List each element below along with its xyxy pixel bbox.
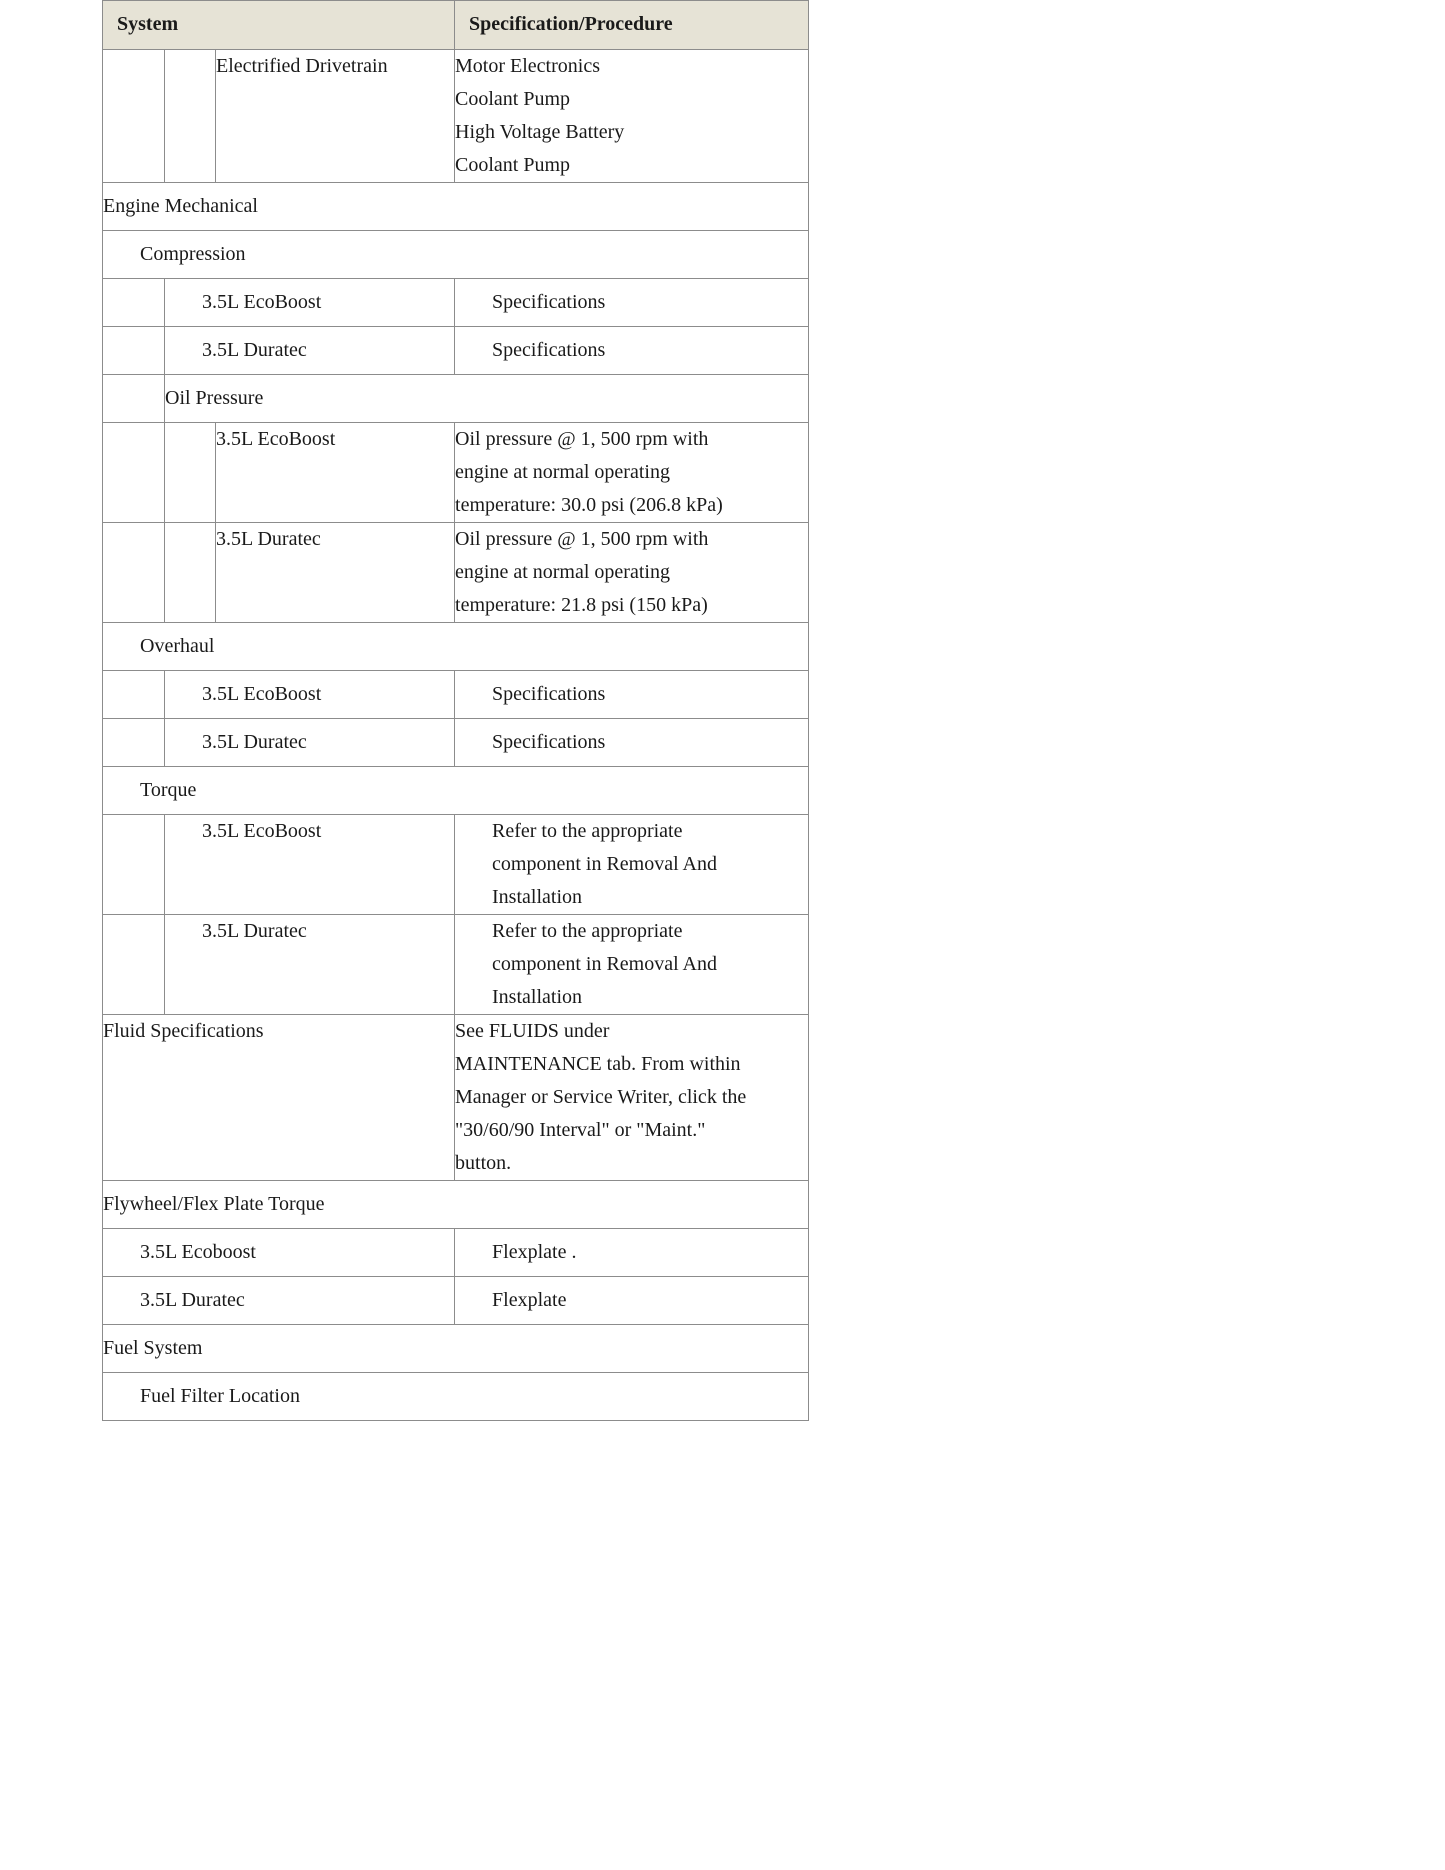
section-fuel-system: Fuel System <box>103 1325 809 1373</box>
table-header-row <box>103 1 809 50</box>
section-row <box>103 183 809 231</box>
system-cell: 3.5L Duratec <box>165 719 455 767</box>
table-row <box>103 523 809 623</box>
indent-cell <box>103 279 165 327</box>
system-cell: 3.5L EcoBoost <box>165 279 455 327</box>
spec-line: Oil pressure @ 1, 500 rpm with <box>455 528 709 550</box>
spec-line: temperature: 30.0 psi (206.8 kPa) <box>455 494 723 516</box>
subsection-oil-pressure: Oil Pressure <box>165 375 809 423</box>
table-row <box>103 279 809 327</box>
spec-line: Oil pressure @ 1, 500 rpm with <box>455 428 709 450</box>
spec-line: button. <box>455 1152 512 1174</box>
system-cell: Electrified Drivetrain <box>216 50 455 183</box>
spec-cell <box>455 915 809 1015</box>
table-row <box>103 1229 809 1277</box>
spec-line: Coolant Pump <box>455 154 571 176</box>
spec-line: Refer to the appropriate <box>492 820 683 842</box>
table-row <box>103 1277 809 1325</box>
indent-cell <box>165 423 216 523</box>
indent-cell <box>103 719 165 767</box>
system-cell: 3.5L Duratec <box>216 523 455 623</box>
spec-line: engine at normal operating <box>455 561 670 583</box>
subsection-compression: Compression <box>103 231 809 279</box>
subsection-row <box>103 1373 809 1421</box>
system-cell: 3.5L EcoBoost <box>165 815 455 915</box>
table-row <box>103 915 809 1015</box>
table-row <box>103 423 809 523</box>
table-row <box>103 719 809 767</box>
subsection-row <box>103 767 809 815</box>
indent-cell <box>103 523 165 623</box>
indent-cell <box>165 50 216 183</box>
section-engine-mechanical: Engine Mechanical <box>103 183 809 231</box>
header-spec: Specification/Procedure <box>455 1 809 50</box>
header-system: System <box>103 1 455 50</box>
spec-line: Installation <box>492 986 582 1008</box>
spec-line: component in Removal And <box>492 853 717 875</box>
spec-line: "30/60/90 Interval" or "Maint." <box>455 1119 706 1141</box>
spec-cell: Specifications <box>455 719 809 767</box>
subsection-row <box>103 375 809 423</box>
spec-line: Manager or Service Writer, click the <box>455 1086 747 1108</box>
indent-cell <box>103 50 165 183</box>
system-cell: Fluid Specifications <box>103 1015 455 1181</box>
indent-cell <box>103 671 165 719</box>
section-row <box>103 1325 809 1373</box>
table-row <box>103 1015 809 1181</box>
spec-cell <box>455 523 809 623</box>
subsection-overhaul: Overhaul <box>103 623 809 671</box>
system-cell: 3.5L Duratec <box>103 1277 455 1325</box>
spec-line: See FLUIDS under <box>455 1020 610 1042</box>
system-cell: 3.5L Duratec <box>165 915 455 1015</box>
table-row <box>103 50 809 183</box>
spec-cell <box>455 423 809 523</box>
table-row <box>103 815 809 915</box>
spec-line: engine at normal operating <box>455 461 670 483</box>
indent-cell <box>103 815 165 915</box>
spec-cell <box>455 815 809 915</box>
spec-cell: Flexplate . <box>455 1229 809 1277</box>
section-row <box>103 1181 809 1229</box>
system-cell: 3.5L Ecoboost <box>103 1229 455 1277</box>
subsection-row <box>103 231 809 279</box>
indent-cell <box>165 523 216 623</box>
spec-cell <box>455 50 809 183</box>
spec-line: High Voltage Battery <box>455 121 625 143</box>
spec-line: Coolant Pump <box>455 88 571 110</box>
spec-line: Refer to the appropriate <box>492 920 683 942</box>
system-cell: 3.5L Duratec <box>165 327 455 375</box>
spec-cell <box>455 1015 809 1181</box>
spec-line: component in Removal And <box>492 953 717 975</box>
spec-line: temperature: 21.8 psi (150 kPa) <box>455 594 708 616</box>
indent-cell <box>103 423 165 523</box>
section-flywheel: Flywheel/Flex Plate Torque <box>103 1181 809 1229</box>
subsection-torque: Torque <box>103 767 809 815</box>
spec-line: MAINTENANCE tab. From within <box>455 1053 741 1075</box>
subsection-fuel-filter: Fuel Filter Location <box>103 1373 809 1421</box>
spec-cell: Specifications <box>455 671 809 719</box>
table-row <box>103 327 809 375</box>
indent-cell <box>103 327 165 375</box>
spec-line: Installation <box>492 886 582 908</box>
spec-line: Motor Electronics <box>455 55 600 77</box>
spec-cell: Specifications <box>455 279 809 327</box>
system-cell: 3.5L EcoBoost <box>165 671 455 719</box>
subsection-row <box>103 623 809 671</box>
spec-cell: Flexplate <box>455 1277 809 1325</box>
indent-cell <box>103 915 165 1015</box>
table-row <box>103 671 809 719</box>
spec-table <box>102 0 809 1421</box>
spec-cell: Specifications <box>455 327 809 375</box>
indent-cell <box>103 375 165 423</box>
system-cell: 3.5L EcoBoost <box>216 423 455 523</box>
